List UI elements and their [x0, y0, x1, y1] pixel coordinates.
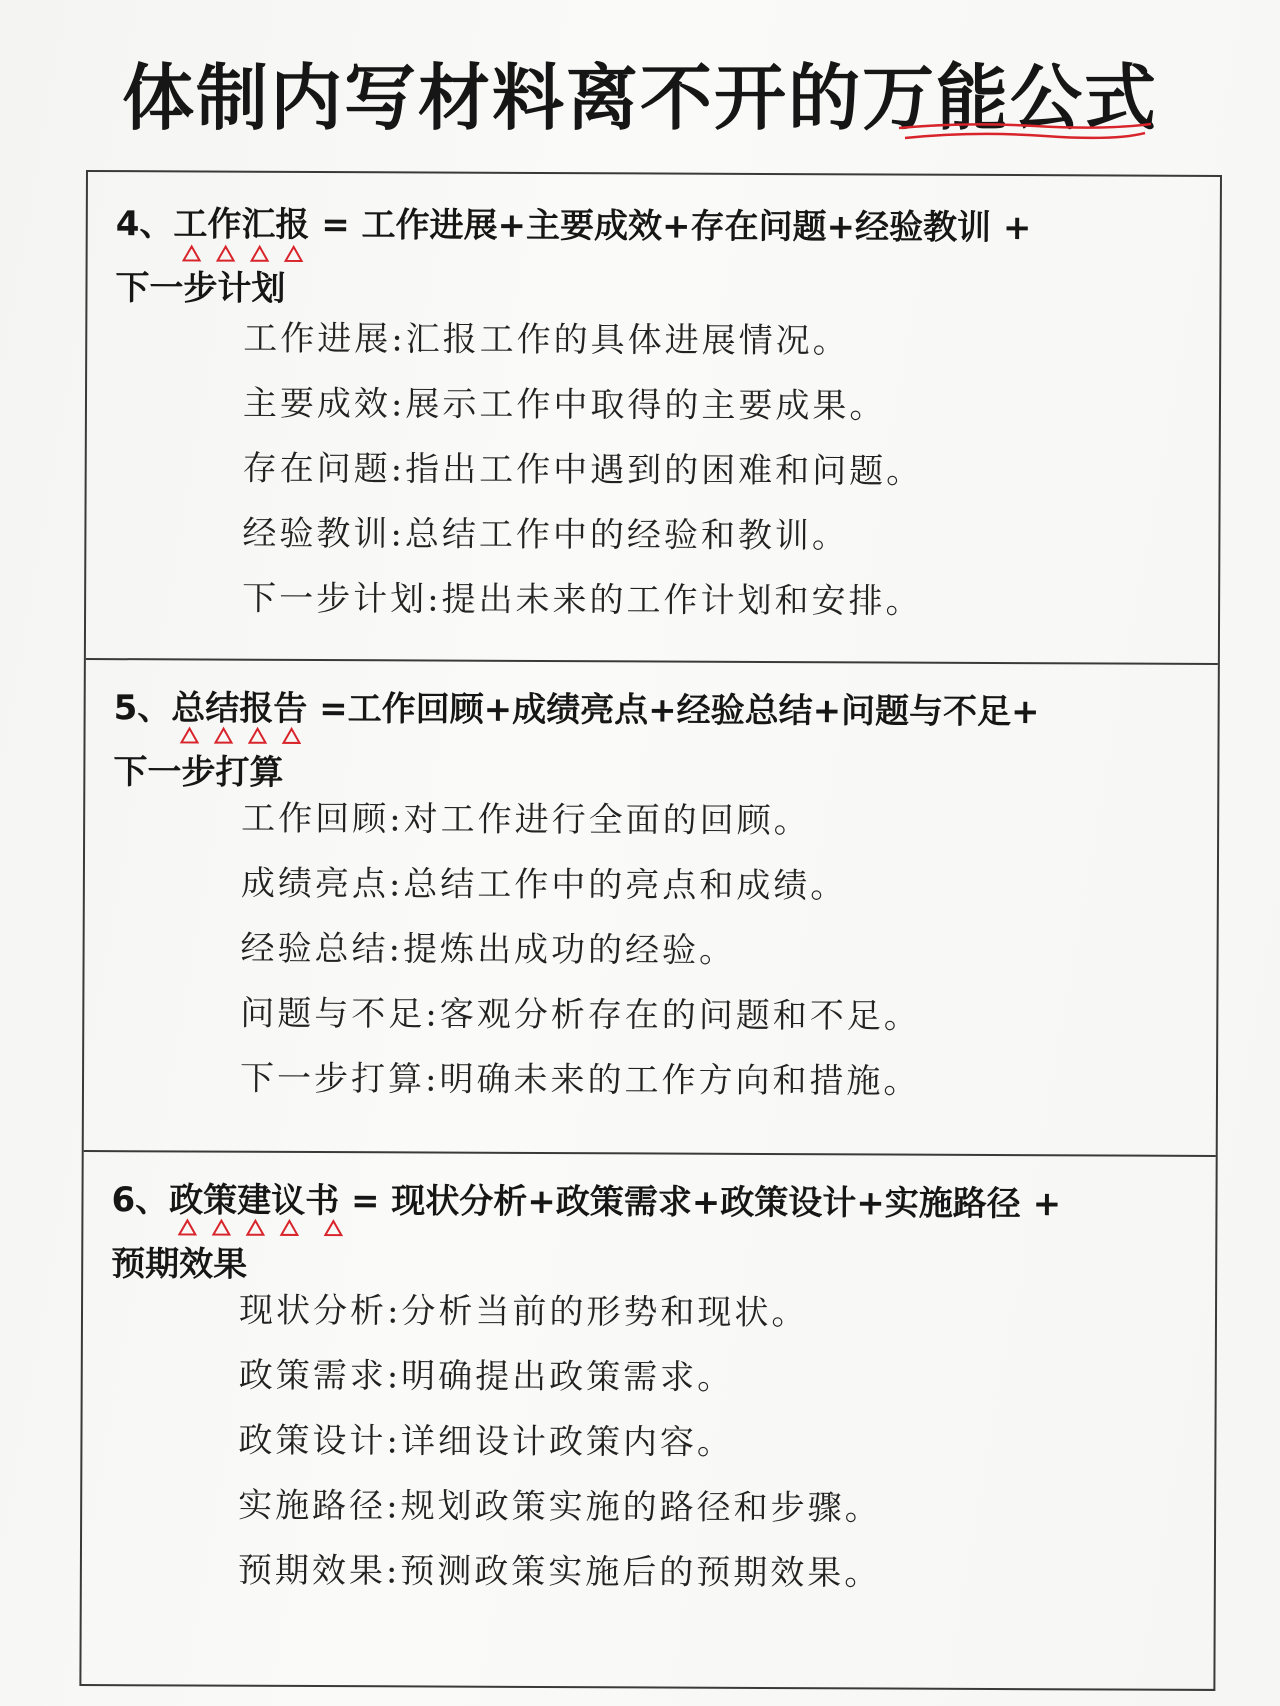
list-item: 经验总结:提炼出成功的经验。: [240, 928, 737, 971]
list-item: 存在问题:指出工作中遇到的困难和问题。: [242, 448, 924, 492]
list-item: 成绩亮点:总结工作中的亮点和成绩。: [240, 863, 848, 907]
list-item: 主要成效:展示工作中取得的主要成果。: [242, 383, 887, 427]
list-item: 经验教训:总结工作中的经验和教训。: [242, 513, 849, 557]
section-name: 工作汇报: [173, 204, 310, 245]
section-formula-continued: 下一步计划: [115, 268, 286, 309]
section-formula: = 现状分析+政策需求+政策设计+实施路径 +: [339, 1181, 1062, 1225]
item-list: [242, 307, 924, 635]
red-triangle-marks: [180, 240, 320, 265]
section-number: 5、: [113, 688, 172, 729]
page-title: 体制内写材料离不开的万能公式: [121, 56, 1158, 140]
red-triangle-marks: [177, 722, 317, 747]
list-item: 政策设计:详细设计政策内容。: [238, 1420, 735, 1463]
section-formula: = 工作进展+主要成效+存在问题+经验教训 +: [309, 204, 1032, 249]
section-number: 6、: [111, 1180, 170, 1221]
content-frame: [79, 170, 1222, 1691]
section-formula-continued: 预期效果: [111, 1244, 248, 1285]
red-handwritten-underline: [895, 118, 1155, 148]
section-formula-continued: 下一步打算: [113, 752, 284, 793]
list-item: 下一步计划:提出未来的工作计划和安排。: [242, 578, 923, 622]
list-item: 预期效果:预测政策实施后的预期效果。: [237, 1550, 882, 1594]
section-name: 总结报告: [171, 688, 308, 729]
list-item: 下一步打算:明确未来的工作方向和措施。: [239, 1058, 921, 1102]
list-item: 工作回顾:对工作进行全面的回顾。: [241, 798, 811, 842]
item-list: [238, 1279, 883, 1607]
red-triangle-marks: [175, 1214, 355, 1239]
section-work-report: [88, 172, 1220, 622]
section-divider: [86, 658, 1218, 665]
section-divider: [84, 1150, 1216, 1157]
list-item: 现状分析:分析当前的形势和现状。: [238, 1290, 809, 1334]
section-formula: =工作回顾+成绩亮点+经验总结+问题与不足+: [307, 688, 1040, 733]
list-item: 实施路径:规划政策实施的路径和步骤。: [238, 1485, 882, 1529]
section-name: 政策建议书: [169, 1180, 340, 1222]
list-item: 问题与不足:客观分析存在的问题和不足。: [240, 993, 921, 1037]
list-item: 政策需求:明确提出政策需求。: [238, 1355, 735, 1398]
section-number: 4、: [115, 204, 174, 245]
item-list: [240, 787, 922, 1115]
list-item: 工作进展:汇报工作的具体进展情况。: [243, 318, 850, 362]
